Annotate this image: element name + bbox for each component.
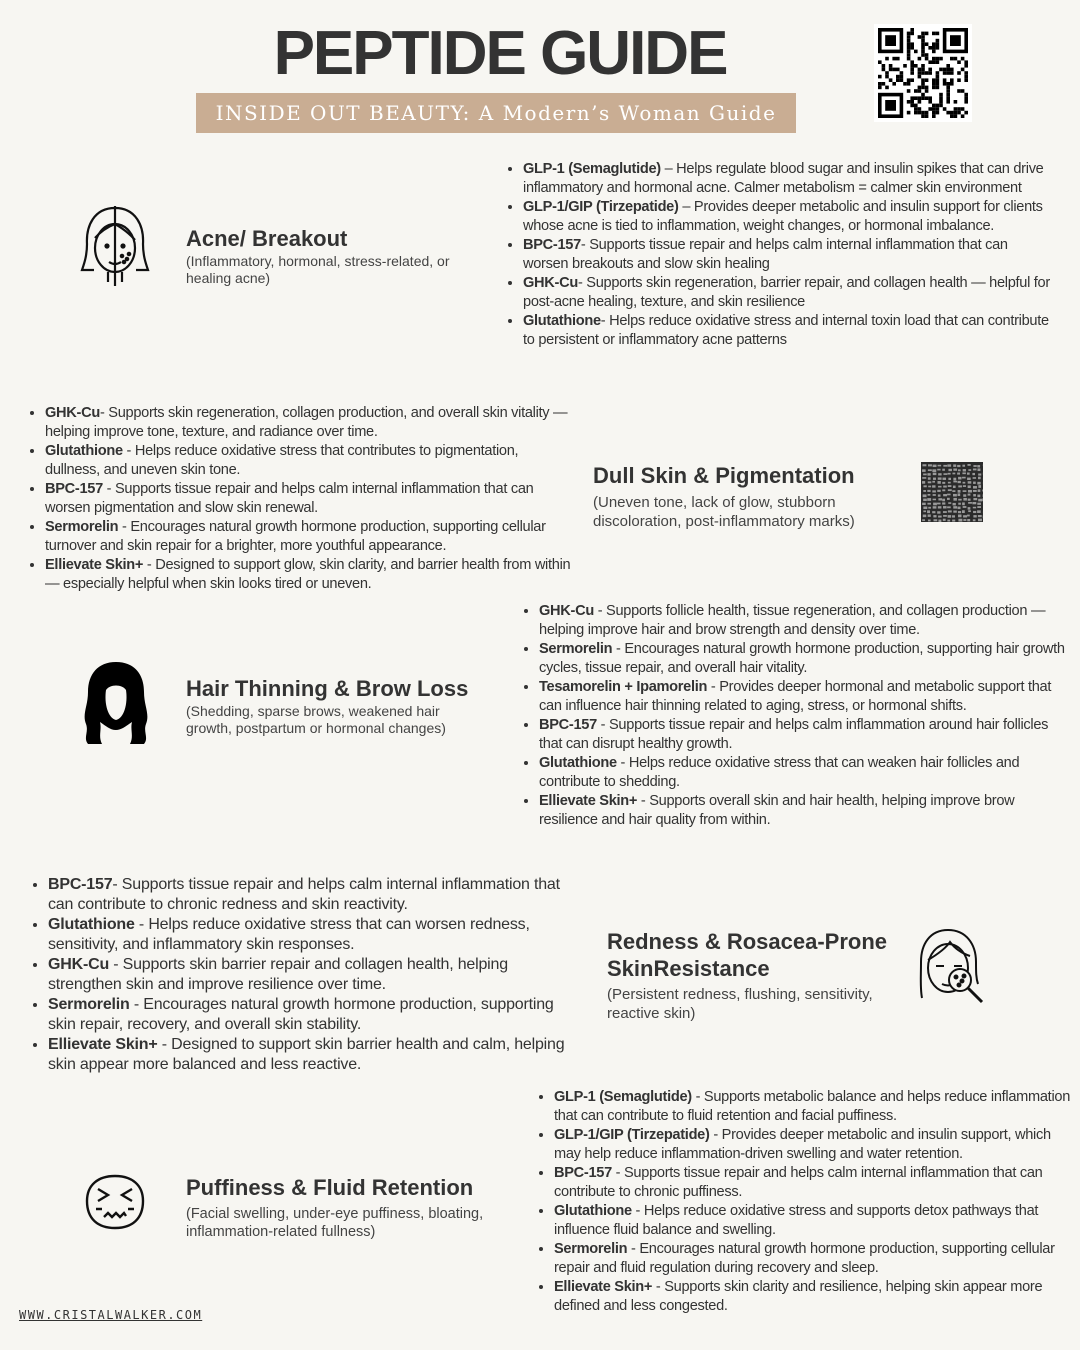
peptide-name: Glutathione [45,443,123,459]
separator: - [596,717,609,733]
peptide-name: BPC-157 [45,481,103,497]
peptide-item [539,716,1071,754]
peptide-description: Supports tissue repair and helps calm inflammation around hair follicles that can disrupt healthy growth. [539,717,1049,752]
peptide-description: Helps reduce oxidative stress that can worsen redness, sensitivity, and inflammatory skin responses. [48,916,530,953]
peptide-item [554,1240,1074,1278]
section-redness-header [607,928,907,1023]
peptide-item [45,518,575,556]
qr-code-icon[interactable] [874,24,972,122]
separator: - [627,1241,640,1257]
peptide-name: GLP-1/GIP (Tirzepatide) [554,1127,710,1143]
section-subtitle: (Facial swelling, under-eye puffiness, bloating, inflammation-related fullness) [186,1206,484,1240]
peptide-name: Glutathione [539,755,617,771]
peptide-name: Ellievate Skin+ [48,1036,158,1053]
peptide-item [554,1126,1074,1164]
peptide-name: GHK-Cu [48,956,110,973]
section-subtitle: (Inflammatory, hormonal, stress-related, or healing acne) [186,253,450,286]
peptide-item [539,754,1071,792]
peptide-item [554,1202,1074,1240]
peptide-description: Encourages natural growth hormone production, supporting skin repair, recovery, and overall skin stability. [48,996,554,1033]
section-title: Hair Thinning & Brow Loss [186,676,469,701]
peptide-item [554,1164,1074,1202]
peptide-item [523,160,1053,198]
separator: - [709,1127,722,1143]
peptide-item [523,198,1053,236]
separator: - [612,641,625,657]
peptide-description: Supports tissue repair and helps calm internal inflammation that can contribute to chronic puffiness. [554,1165,1043,1200]
peptide-description: Designed to support glow, skin clarity, and barrier health from within — especially helpful when skin looks tired or uneven. [45,557,571,592]
peptide-description: Helps reduce oxidative stress and internal toxin load that can contribute to persistent or inflammatory acne patterns [523,313,1049,348]
peptide-name: Sermorelin [554,1241,628,1257]
section-title: Redness & Rosacea-Prone SkinResistance [607,929,887,981]
peptide-description: Supports skin regeneration, barrier repair, and collagen health — helpful for post-acne healing, texture, and skin resilience [523,275,1050,310]
peptide-item [45,442,575,480]
peptide-name: Ellievate Skin+ [554,1279,653,1295]
peptide-name: GLP-1 (Semaglutide) [554,1089,692,1105]
separator: - [707,679,720,695]
section-title: Acne/ Breakout [186,226,348,251]
face-acne-icon [78,204,152,288]
separator: – [678,199,694,215]
peptide-description: Designed to support skin barrier health and calm, helping skin appear more balanced and less reactive. [48,1036,565,1073]
peptide-description: Supports skin barrier repair and collagen health, helping strengthen skin and improve resilience over time. [48,956,508,993]
peptide-description: Provides deeper metabolic and insulin support for clients whose acne is tied to inflammation, weight changes, or hormonal imbalance. [523,199,1043,234]
peptide-item [523,312,1053,350]
peptide-name: GHK-Cu [523,275,578,291]
section-subtitle: (Persistent redness, flushing, sensitivity, reactive skin) [607,986,873,1022]
peptide-description: Provides deeper hormonal and metabolic support that can influence hair thinning related to aging, stress, or hormonal shifts. [539,679,1052,714]
peptide-name: Ellievate Skin+ [539,793,638,809]
peptide-name: Sermorelin [539,641,613,657]
separator: - [611,1165,624,1181]
peptide-name: GLP-1 (Semaglutide) [523,161,661,177]
peptide-name: BPC-157 [539,717,597,733]
separator: - [652,1279,665,1295]
peptide-name: Sermorelin [48,996,130,1013]
peptide-item [539,602,1071,640]
separator: - [580,237,590,253]
peptide-item [45,480,575,518]
section-acne-header [186,225,486,287]
separator: - [631,1203,644,1219]
face-magnifier-icon [916,926,988,1008]
separator: - [637,793,650,809]
peptide-description: Supports tissue repair and helps calm internal inflammation that can worsen breakouts and slow skin healing [523,237,1008,272]
peptide-item [539,640,1071,678]
peptide-name: GLP-1/GIP (Tirzepatide) [523,199,679,215]
separator: - [129,996,144,1013]
peptide-item [539,792,1071,830]
peptide-name: Sermorelin [45,519,119,535]
section-hair-header [186,675,486,737]
peptide-description: Supports overall skin and hair health, helping improve brow resilience and hair quality from within. [539,793,1015,828]
peptide-item [48,995,578,1035]
separator: – [660,161,677,177]
separator: - [118,519,131,535]
peptide-name: GHK-Cu [45,405,100,421]
peptide-item [554,1278,1074,1316]
peptide-description: Encourages natural growth hormone production, supporting cellular repair and fluid regulation during recovery and sleep. [554,1241,1055,1276]
peptide-item [48,955,578,995]
peptide-name: Glutathione [554,1203,632,1219]
peptide-item [45,556,575,594]
section-puffiness-header [186,1174,486,1241]
subtitle-banner [196,93,796,133]
website-link[interactable]: WWW.CRISTALWALKER.COM [19,1308,203,1322]
peptide-item [48,875,578,915]
subtitle-text: INSIDE OUT BEAUTY: A Modern’s Woman Guide [215,101,777,125]
separator: - [134,916,149,933]
separator: - [157,1036,172,1053]
hair-silhouette-icon [80,660,152,746]
separator: - [577,275,587,291]
separator: - [143,557,156,573]
peptide-description: Supports tissue repair and helps calm internal inflammation that can worsen pigmentation and slow skin renewal. [45,481,534,516]
section-subtitle: (Shedding, sparse brows, weakened hair growth, postpartum or hormonal changes) [186,703,446,736]
separator: - [112,876,122,893]
peptide-description: Helps regulate blood sugar and insulin spikes that can drive inflammatory and hormonal acne. Calmer metabolism = calmer skin environment [523,161,1044,196]
peptide-description: Supports follicle health, tissue regeneration, and collagen production — helping improve hair and brow strength and density over time. [539,603,1046,638]
peptide-name: Ellievate Skin+ [45,557,144,573]
separator: - [99,405,109,421]
peptide-description: Provides deeper metabolic and insulin support, which may help reduce inflammation-driven swelling and water retention. [554,1127,1051,1162]
peptide-name: BPC-157 [523,237,581,253]
peptide-name: BPC-157 [554,1165,612,1181]
peptide-list [27,404,575,594]
peptide-description: Supports tissue repair and helps calm internal inflammation that can contribute to chronic redness and skin reactivity. [48,876,560,913]
separator: - [600,313,610,329]
peptide-name: GHK-Cu [539,603,594,619]
separator: - [616,755,629,771]
peptide-description: Encourages natural growth hormone production, supporting hair growth cycles, tissue repair, and overall hair vitality. [539,641,1065,676]
skin-texture-icon [921,462,983,522]
section-title: Puffiness & Fluid Retention [186,1175,474,1200]
section-subtitle: (Uneven tone, lack of glow, stubborn discoloration, post-inflammatory marks) [593,494,855,530]
separator: - [109,956,123,973]
peptide-description: Supports skin regeneration, collagen production, and overall skin vitality — helping improve tone, texture, and radiance over time. [45,405,568,440]
peptide-list [536,1088,1074,1316]
peptide-list [505,160,1053,350]
separator: - [593,603,607,619]
puffy-face-icon [84,1173,146,1231]
peptide-item [554,1088,1074,1126]
peptide-description: Helps reduce oxidative stress and supports detox pathways that influence fluid balance and swelling. [554,1203,1039,1238]
peptide-item [523,236,1053,274]
peptide-name: Glutathione [523,313,601,329]
separator: - [691,1089,704,1105]
page-title: PEPTIDE GUIDE [273,19,727,88]
peptide-list [30,875,578,1075]
peptide-description: Supports metabolic balance and helps reduce inflammation that can contribute to fluid retention and facial puffiness. [554,1089,1071,1124]
peptide-item [45,404,575,442]
section-dull-skin-header [593,462,903,531]
peptide-name: BPC-157 [48,876,113,893]
section-title: Dull Skin & Pigmentation [593,463,855,488]
peptide-item [48,915,578,955]
separator: - [122,443,135,459]
peptide-item [48,1035,578,1075]
peptide-description: Helps reduce oxidative stress that contributes to pigmentation, dullness, and uneven skin tone. [45,443,519,478]
peptide-description: Encourages natural growth hormone production, supporting cellular turnover and skin repair for a brighter, more youthful appearance. [45,519,546,554]
peptide-name: Tesamorelin + Ipamorelin [539,679,708,695]
peptide-list [521,602,1071,830]
separator: - [102,481,115,497]
peptide-description: Supports skin clarity and resilience, helping skin appear more defined and less congested. [554,1279,1043,1314]
peptide-item [523,274,1053,312]
peptide-description: Helps reduce oxidative stress that can weaken hair follicles and contribute to shedding. [539,755,1020,790]
peptide-item [539,678,1071,716]
peptide-name: Glutathione [48,916,135,933]
